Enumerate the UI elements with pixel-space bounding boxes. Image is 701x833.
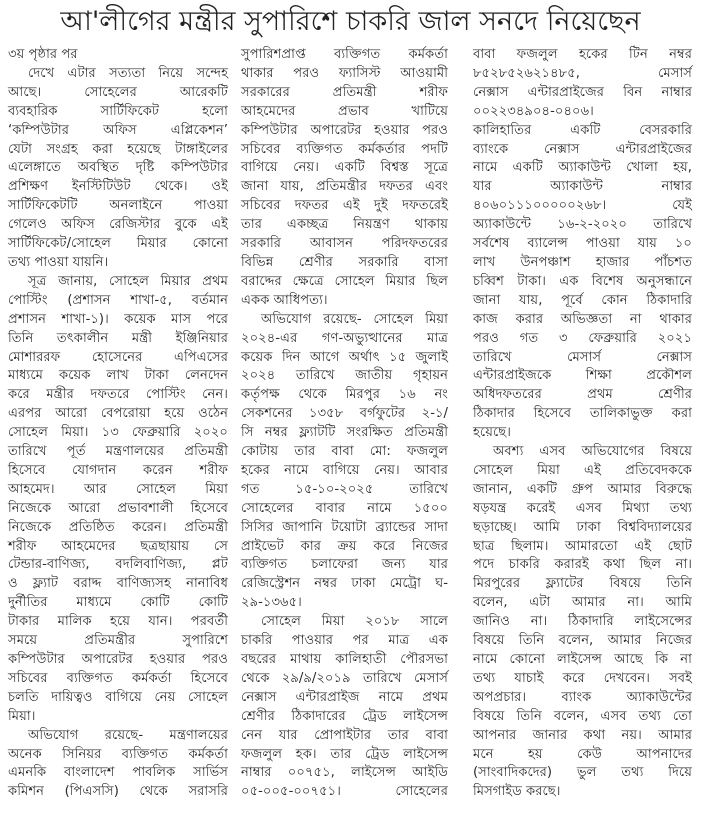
text-line: সোহেলের বাবার নামে ১৫০০ xyxy=(241,500,448,516)
text-line: পরও গত ৩ ফেব্রুয়ারি ২০২১ xyxy=(473,330,692,346)
text-line: তারিখে পূর্ত মন্ত্রণালয়ের প্রতিমন্ত্রী xyxy=(8,444,228,460)
text-line: সিসির জাপানি টয়োটা ব্র্যান্ডের সাদা xyxy=(241,519,448,535)
text-line: নেন যার প্রোপাইটার তার বাবা xyxy=(241,727,448,743)
text-line: নাম্বার ০০৭৫১, লাইসেন্স আইডি xyxy=(241,765,448,781)
text-line: চলতি দায়িত্বও বাগিয়ে নেয় সোহেল xyxy=(8,689,228,705)
text-line: নামে কোনো লাইসেন্স আছে কি না xyxy=(473,652,692,667)
text-line: কমিশন (পিএসসি) থেকে সরাসরি xyxy=(8,784,228,800)
text-line: (সাংবাদিকদের) ভুল তথ্য দিয়ে xyxy=(473,765,692,781)
text-line: ছড়াচ্ছে। আমি ঢাকা বিশ্ববিদ্যালয়ের xyxy=(473,519,692,535)
text-line: সচিবের ব্যক্তিগত কর্মকর্তার পদটি xyxy=(241,141,448,157)
text-line: নেক্সাস এন্টারপ্রাইজ নামে প্রথম xyxy=(241,689,448,705)
text-line: জানা যায়, প্রতিমন্ত্রীর দফতর এবং xyxy=(241,179,448,195)
text-line: অনেক সিনিয়র ব্যক্তিগত কর্মকর্তা xyxy=(8,746,228,762)
text-line: নিজেকে আরো প্রভাবশালী হিসেবে xyxy=(8,500,228,516)
text-line: বাবা ফজলুল হকের টিন নম্বর xyxy=(473,47,692,62)
text-line: নেক্সাস এন্টারপ্রাইজের বিন নাম্বার xyxy=(473,84,692,100)
text-line: এমনকি বাংলাদেশ পাবলিক সার্ভিস xyxy=(8,765,228,781)
text-line: সার্টিফিকেট/সোহেল মিয়ার কোনো xyxy=(8,236,228,252)
article-paragraph xyxy=(473,443,692,802)
text-line: সি নম্বর ফ্ল্যাটটি সংরক্ষিত প্রতিমন্ত্রী xyxy=(241,425,448,441)
text-line: চাকরি পাওয়ার পর মাত্র এক xyxy=(241,633,448,649)
text-line: সেকশনের ১৩৫৮ বর্গফুটের ২-১/ xyxy=(241,406,448,422)
text-line: ২০২৪-এর গণ-অভ্যুত্থানের মাত্র xyxy=(241,330,448,346)
text-line: মিয়া। xyxy=(8,708,36,724)
text-line: সর্বশেষ ব্যালেন্স পাওয়া যায় ১০ xyxy=(473,236,692,252)
text-line: অধিদফতরের প্রথম শ্রেণীর xyxy=(473,387,692,403)
text-line: ও ফ্ল্যাট বরাদ্দ বাণিজ্যসহ নানাবিধ xyxy=(8,576,228,592)
text-line: ছাত্র ছিলাম। আমারতো এই ছোট xyxy=(473,538,692,554)
text-line: আহমেদের প্রভাব খাটিয়ে xyxy=(241,103,448,119)
text-line: বিষয়ে তিনি বলেন, এসব তথ্য তো xyxy=(473,708,692,724)
text-line: পদে চাকরি করারই কথা ছিল না। xyxy=(473,557,692,573)
text-line: গত ১৫-১০-২০২৫ তারিখে xyxy=(241,481,448,497)
text-line: ০৫-০০৫-০০৭৫১। সোহেলের xyxy=(241,784,448,800)
text-line: কয়েক দিন আগে অর্থাৎ ১৫ জুলাই xyxy=(241,349,448,365)
text-line: মোশাররফ হোসেনের এপিএসের xyxy=(8,349,228,365)
article-paragraph xyxy=(8,273,228,727)
article-paragraph xyxy=(241,613,448,802)
text-line: হিসেবে যোগদান করেন শরীফ xyxy=(8,462,228,478)
text-line: থাকার পরও ফ্যাসিস্ট আওয়ামী xyxy=(241,65,448,81)
text-line: সচিবের দফতর এই দুই দফতরেই xyxy=(241,198,448,214)
text-line: আপনার জানার কথা নয়। আমার xyxy=(473,727,692,743)
text-line: থেকে ২৯/৯/২০১৯ তারিখে মেসার্স xyxy=(241,670,448,686)
text-line: অ্যাকাউন্টে ১৬-২-২০২০ তারিখে xyxy=(473,217,692,233)
article-column-2 xyxy=(241,46,448,802)
text-line: আছে। সোহেলের আরেকটি xyxy=(8,84,228,100)
text-line: সার্টিফিকেটটি অনলাইনে পাওয়া xyxy=(8,198,228,214)
text-line: তথ্য পাওয়া যায়নি। xyxy=(8,254,109,270)
article-paragraph xyxy=(8,65,228,273)
text-line: বছরের মাথায় কালিহাতী পৌরসভা xyxy=(241,652,448,667)
article-column-1 xyxy=(8,46,228,802)
text-line: কর্তৃপক্ষ থেকে মিরপুর ১৬ নং xyxy=(241,387,448,403)
text-line: শরীফ আহমেদের ছত্রছায়ায় সে xyxy=(8,538,228,554)
text-line: নামে একটি অ্যাকাউন্ট খোলা হয়, xyxy=(473,160,692,176)
text-line: দেখে এটার সত্যতা নিয়ে সন্দেহ xyxy=(28,65,228,81)
text-line: প্রাইভেট কার ক্রয় করে নিজের xyxy=(241,538,448,554)
text-line: করে মন্ত্রীর দফতরে পোস্টিং নেন। xyxy=(8,387,228,403)
text-line: এন্টারপ্রাইজকে শিক্ষা প্রকৌশল xyxy=(473,368,692,384)
article-headline: আ'লীগের মন্ত্রীর সুপারিশে চাকরি জাল সনদে নিয়েছেন xyxy=(60,6,641,37)
text-line: সরকারের প্রতিমন্ত্রী শরীফ xyxy=(241,84,448,100)
text-line: অভিযোগ রয়েছে- মন্ত্রণালয়ের xyxy=(28,727,228,743)
text-line: সোহেল মিয়া ২০১৮ সালে xyxy=(261,614,448,630)
text-line: এলেঙ্গাতে অবস্থিত দৃষ্টি কম্পিউটার xyxy=(8,160,228,176)
article-paragraph xyxy=(8,46,228,65)
text-line: জানিও না। ঠিকাদারি লাইসেন্সের xyxy=(473,614,692,630)
text-line: যেটা সংগ্রহ করা হয়েছে টাঙ্গাইলের xyxy=(8,141,228,157)
text-line: একক আধিপত্য। xyxy=(241,292,328,308)
text-line: মনে হয় কেউ আপনাদের xyxy=(473,746,692,762)
text-line: ফজলুল হক। তার ট্রেড লাইসেন্স xyxy=(241,746,448,762)
text-line: সচিবের ব্যক্তিগত কর্মকর্তা হিসেবে xyxy=(8,670,228,686)
text-line: সময়ে প্রতিমন্ত্রীর সুপারিশে xyxy=(8,633,228,649)
text-line: ব্যাংকে নেক্সাস এন্টারপ্রাইজের xyxy=(473,141,692,157)
text-line: কম্পিউটার অপারেটর হওয়ার পরও xyxy=(8,652,228,667)
text-line: জানান, একটি গ্রুপ আমার বিরুদ্ধে xyxy=(473,481,692,497)
text-line: অবশ্য এসব অভিযোগের বিষয়ে xyxy=(493,444,692,460)
text-line: ‘কম্পিউটার অফিস এপ্লিকেশন’ xyxy=(8,122,228,138)
text-line: সূত্র জানায়, সোহেল মিয়ার প্রথম xyxy=(28,273,228,289)
text-line: তিনি তৎকালীন মন্ত্রী ইঞ্জিনিয়ার xyxy=(8,330,228,346)
text-line: কালিহাতির একটি বেসরকারি xyxy=(473,122,692,138)
text-line: লাখ উনপঞ্চাশ হাজার পাঁচশত xyxy=(473,254,692,270)
text-line: ২৯-১৩৬৫। xyxy=(241,595,302,611)
text-line: তার একচ্ছত্র নিয়ন্ত্রণ থাকায় xyxy=(241,217,448,233)
text-line: ৪০৬০১১১০০০০০২৬৮। যেই xyxy=(473,198,692,214)
text-line: গেলেও অফিস রেজিস্টার বুকে এই xyxy=(8,217,228,233)
article-paragraph xyxy=(241,46,448,311)
article-paragraph xyxy=(8,727,228,803)
text-line: মাধ্যমে কয়েক লাখ টাকা লেনদেন xyxy=(8,368,228,384)
text-line: বিভিন্ন শ্রেণীর সরকারি বাসা xyxy=(241,254,448,270)
text-line: কম্পিউটার অপারেটর হওয়ার পরও xyxy=(241,122,448,138)
text-line: মিসগাইড করছে। xyxy=(473,784,561,800)
text-line: সোহেল মিয়া এই প্রতিবেদককে xyxy=(473,462,692,478)
text-line: কোটায় তার বাবা মো: ফজলুল xyxy=(241,444,448,460)
text-line: কাজ করার অভিজ্ঞতা না থাকার xyxy=(473,311,692,327)
text-line: হকের নামে বাগিয়ে নেয়। আবার xyxy=(241,462,448,478)
text-line: প্রশিক্ষণ ইনস্টিটিউট থেকে। ওই xyxy=(8,179,228,195)
text-line: রেজিস্ট্রেশন নম্বর ঢাকা মেট্রো ঘ- xyxy=(241,576,448,592)
text-line: ষড়যন্ত্র করেই এসব মিথ্যা তথ্য xyxy=(473,500,692,516)
text-line: ২০২৪ তারিখে জাতীয় গৃহায়ন xyxy=(241,368,448,384)
text-line: তারিখে মেসার্স নেক্সাস xyxy=(473,349,692,365)
text-line: টাকার মালিক হয়ে যান। পরবর্তী xyxy=(8,614,228,630)
text-line: হয়েছে। xyxy=(473,425,512,441)
text-line: সুপারিশপ্রাপ্ত ব্যক্তিগত কর্মকর্তা xyxy=(241,47,448,62)
text-line: জানা যায়, পূর্বে কোন ঠিকাদারি xyxy=(473,292,692,308)
text-line: পোস্টিং (প্রশাসন শাখা-৫, বর্তমান xyxy=(8,292,228,308)
text-line: বিষয়ে তিনি বলেন, আমার নিজের xyxy=(473,633,692,649)
text-line: দুর্নীতির মাধ্যমে কোটি কোটি xyxy=(8,595,228,611)
article-paragraph xyxy=(473,46,692,443)
text-line: সরকারি আবাসন পরিদফতরের xyxy=(241,236,448,252)
text-line: নিজেকে প্রতিষ্ঠিত করেন। প্রতিমন্ত্রী xyxy=(8,519,228,535)
text-line: তথ্য যাচাই করে দেখবেন। সবই xyxy=(473,670,692,686)
text-line: অপপ্রচার। ব্যাংক অ্যাকাউন্টের xyxy=(473,689,692,705)
text-line: চব্বিশ টাকা। এক বিশেষ অনুসন্ধানে xyxy=(473,273,692,289)
text-line: প্রশাসন শাখা-১)। কয়েক মাস পরে xyxy=(8,311,228,327)
text-line: শ্রেণীর ঠিকাদারের ট্রেড লাইসেন্স xyxy=(241,708,448,724)
text-line: ব্যবহারিক সার্টিফিকেট হলো xyxy=(8,103,228,119)
text-line: ০০২২৩৪৯০৪-০৪০৬। xyxy=(473,103,594,119)
text-line: অভিযোগ রয়েছে- সোহেল মিয়া xyxy=(261,311,448,327)
article-paragraph xyxy=(241,311,448,614)
text-line: ৮৫২৮৫২৬২১৪৮৫, মেসার্স xyxy=(473,65,692,81)
text-line: বাগিয়ে নেয়। একটি বিশ্বস্ত সূত্রে xyxy=(241,160,448,176)
text-line: টেন্ডার-বাণিজ্য, বদলিবাণিজ্য, প্লট xyxy=(8,557,228,573)
text-line: ব্যক্তিগত চলাফেরা জন্য যার xyxy=(241,557,448,573)
article-column-3 xyxy=(473,46,692,802)
text-line: বলেন, এটা আমার না। আমি xyxy=(473,595,692,611)
text-line: যার অ্যাকাউন্ট নাম্বার xyxy=(473,179,692,195)
continued-from-label: ৩য় পৃষ্ঠার পর xyxy=(8,47,78,62)
text-line: আহমেদ। আর সোহেল মিয়া xyxy=(8,481,228,497)
text-line: মিরপুরের ফ্ল্যাটের বিষয়ে তিনি xyxy=(473,576,692,592)
text-line: সোহেল মিয়া। ১৩ ফেব্রুয়ারি ২০২০ xyxy=(8,425,228,441)
text-line: বরাদ্দের ক্ষেত্রে সোহেল মিয়ার ছিল xyxy=(241,273,448,289)
text-line: এরপর আরো বেপরোয়া হয়ে ওঠেন xyxy=(8,406,228,422)
text-line: ঠিকাদার হিসেবে তালিকাভুক্ত করা xyxy=(473,406,692,422)
